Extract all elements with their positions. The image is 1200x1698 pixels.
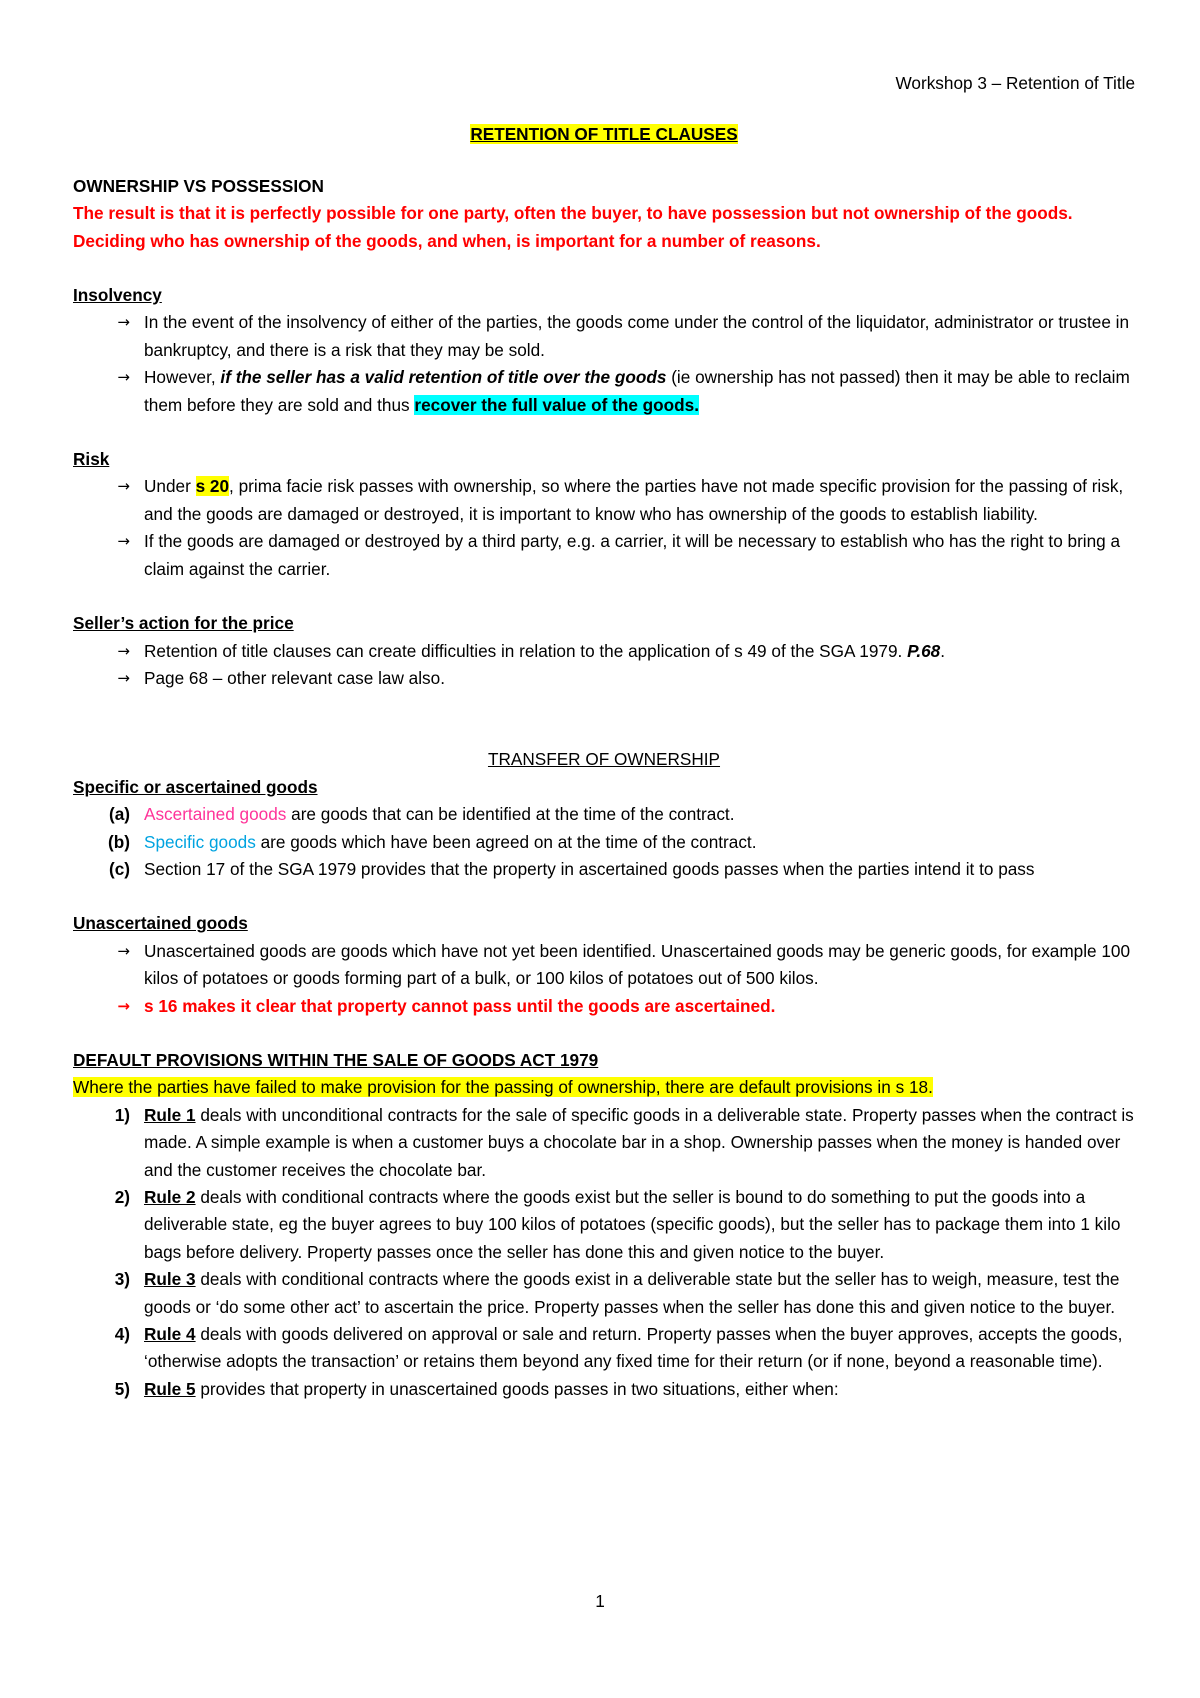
default-heading: DEFAULT PROVISIONS WITHIN THE SALE OF GOODS ACT 1979 [73,1049,599,1070]
list-item: 3) Rule 3 deals with conditional contracts where the goods exist in a deliverable state but the seller has to weigh, measure, test the goods or ‘do some other act’ to ascertain the price. Property passes when the seller has done this and given notice to the buyer. [114,1269,1120,1317]
rule-label: Rule 2 [144,1187,196,1207]
arrow-icon: → [117,313,130,332]
ownership-heading: OWNERSHIP VS POSSESSION [73,175,324,196]
risk-heading: Risk [73,449,110,470]
document-page [73,70,1135,1403]
rule-label: Rule 4 [144,1324,196,1345]
list-item: → Unascertained goods are goods which have not yet been identified. Unascertained goods may be generic goods, for example 100 kilos of potatoes or goods forming part of a bulk, or 100 kilos of potatoes out of 500 kilos. [73,938,1135,993]
list-item: → Retention of title clauses can create difficulties in relation to the application of s 49 of the SGA 1979. P.68. [73,638,1135,665]
document-title: RETENTION OF TITLE CLAUSES [470,124,738,145]
arrow-icon: → [117,996,130,1015]
arrow-icon: → [117,368,130,387]
page-number: 1 [595,1591,605,1611]
list-item: (c) Section 17 of the SGA 1979 provides that the property in ascertained goods passes when the parties intend it to pass [108,858,1035,879]
rule-label: Rule 5 [144,1378,196,1399]
list-item: → Under s 20, prima facie risk passes with ownership, so where the parties have not made specific provision for the passing of risk, and the goods are damaged or destroyed, it is important to know who has ownership of the goods to establish liability. [73,473,1135,528]
arrow-icon: → [117,941,130,960]
insolvency-heading: Insolvency [73,285,162,306]
list-item: (b) Specific goods are goods which have been agreed on at the time of the contract. [108,831,757,852]
seller-action-heading: Seller’s action for the price [73,613,294,634]
rule-label: Rule 3 [144,1269,196,1290]
list-item: → Page 68 – other relevant case law also. [73,665,1135,692]
transfer-heading: TRANSFER OF OWNERSHIP [487,749,721,770]
list-item: → However, if the seller has a valid retention of title over the goods (ie ownership has not passed) then it may be able to reclaim them before they are sold and thus recover the full value of the goods. [73,364,1135,419]
list-item: → If the goods are damaged or destroyed by a third party, e.g. a carrier, it will be necessary to establish who has the right to bring a claim against the carrier. [73,528,1135,583]
rules-list [73,1102,1135,1403]
arrow-icon: → [117,532,130,551]
arrow-icon: → [117,668,130,687]
rule-label: Rule 1 [144,1104,196,1125]
arrow-icon: → [117,641,130,660]
ownership-text: The result is that it is perfectly possible for one party, often the buyer, to have possession but not ownership of the goods. Deciding who has ownership of the goods, and when, is important for a number of reasons. [73,203,1073,251]
specific-goods-heading: Specific or ascertained goods [73,776,318,797]
highlighted-text: s 20 [195,476,230,497]
list-item: (a) Ascertained goods are goods that can be identified at the time of the contract. [108,804,735,825]
list-item: 1) Rule 1 deals with unconditional contracts for the sale of specific goods in a deliverable state. Property passes when the contract is made. A simple example is when a customer buys a chocolate bar in a shop. Ownership passes when the money is handed over and the customer receives the chocolate bar. [114,1104,1134,1180]
arrow-icon: → [117,477,130,496]
list-item: 4) Rule 4 deals with goods delivered on approval or sale and return. Property passes when the buyer approves, accepts the goods, ‘otherwise adopts the transaction’ or retains them beyond any fixed time for their return (or if none, beyond a reasonable time). [114,1324,1123,1372]
list-item: → In the event of the insolvency of either of the parties, the goods come under the control of the liquidator, administrator or trustee in bankruptcy, and there is a risk that they may be sold. [73,309,1135,364]
page-header: Workshop 3 – Retention of Title [895,73,1135,93]
list-item: 5) Rule 5 provides that property in unascertained goods passes in two situations, either when: [114,1378,839,1399]
unascertained-heading: Unascertained goods [73,913,248,934]
list-item: → s 16 makes it clear that property cannot pass until the goods are ascertained. [73,993,1135,1020]
list-item: 2) Rule 2 deals with conditional contracts where the goods exist but the seller is bound to do something to put the goods into a deliverable state, eg the buyer agrees to buy 100 kilos of potatoes (specific goods), but the seller has to package them into 1 kilo bags before delivery. Property passes once the seller has done this and given notice to the buyer. [114,1187,1121,1262]
highlighted-text: Where the parties have failed to make provision for the passing of ownership, there are default provisions in s 18. [73,1077,933,1098]
highlighted-text: recover the full value of the goods. [414,394,700,415]
